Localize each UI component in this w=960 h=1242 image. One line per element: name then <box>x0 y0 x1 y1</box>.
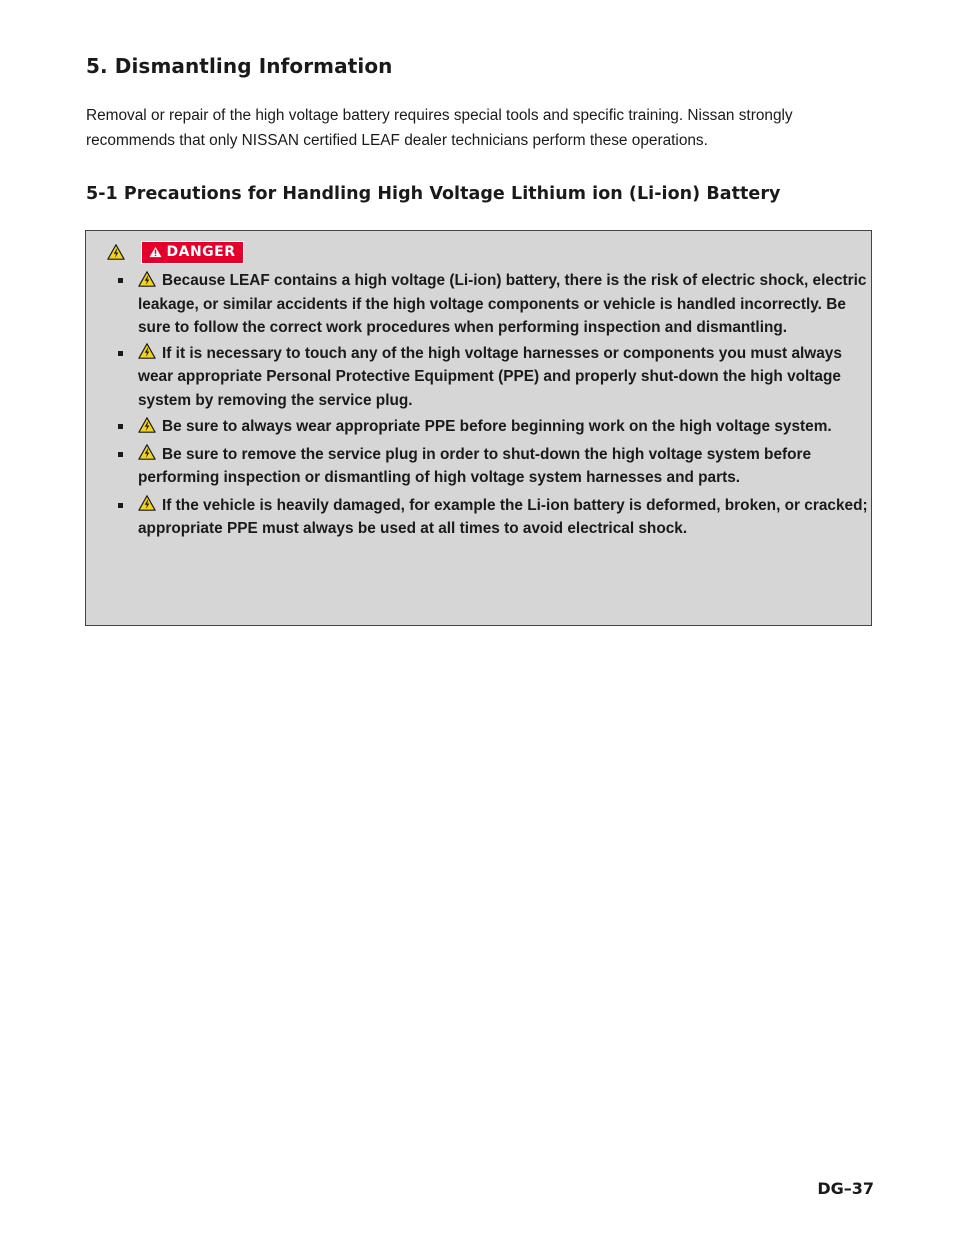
bullet-marker <box>118 351 123 356</box>
bullet-marker <box>118 278 123 283</box>
list-item <box>116 269 872 340</box>
list-item <box>116 494 872 541</box>
page-number: DG–37 <box>817 1179 874 1198</box>
high-voltage-warning-icon <box>138 494 156 512</box>
list-item <box>116 443 872 490</box>
bullet-marker <box>118 424 123 429</box>
high-voltage-warning-icon <box>138 270 156 288</box>
high-voltage-warning-icon <box>107 243 125 261</box>
high-voltage-warning-icon <box>138 416 156 434</box>
high-voltage-warning-icon <box>138 342 156 360</box>
danger-header <box>107 240 244 264</box>
list-item-text: If the vehicle is heavily damaged, for example the Li-ion battery is deformed, broken, or cracked; appropriate PPE must always be used at all times to avoid electrical shock. <box>138 496 868 537</box>
bullet-marker <box>118 452 123 457</box>
list-item-text: Because LEAF contains a high voltage (Li-ion) battery, there is the risk of electric shock, electric leakage, or similar accidents if the high voltage components or vehicle is handled incorrectly. Be sure to follow the correct work procedures when performing inspection and dismantling. <box>138 272 867 336</box>
high-voltage-warning-icon <box>138 443 156 461</box>
list-item-text: If it is necessary to touch any of the high voltage harnesses or components you must always wear appropriate Personal Protective Equipment (PPE) and properly shut-down the high voltage system by removing the service plug. <box>138 344 842 409</box>
danger-box <box>85 230 872 626</box>
bullet-marker <box>118 503 123 508</box>
list-item-text: Be sure to always wear appropriate PPE before beginning work on the high voltage system. <box>162 418 832 435</box>
warning-triangle-icon <box>149 246 162 258</box>
intro-paragraph: Removal or repair of the high voltage battery requires special tools and specific training. Nissan strongly recommends that only NISSAN certified LEAF dealer technicians perform these operations. <box>86 107 793 149</box>
section-title: 5. Dismantling Information <box>86 54 393 78</box>
subsection-title: 5-1 Precautions for Handling High Voltage Lithium ion (Li-ion) Battery <box>86 184 781 204</box>
list-item <box>116 342 872 413</box>
danger-label: DANGER <box>166 244 236 260</box>
danger-badge <box>141 241 244 264</box>
danger-list <box>116 269 872 541</box>
list-item-text: Be sure to remove the service plug in order to shut-down the high voltage system before performing inspection or dismantling of high voltage system harnesses and parts. <box>138 445 812 486</box>
list-item <box>116 415 872 439</box>
